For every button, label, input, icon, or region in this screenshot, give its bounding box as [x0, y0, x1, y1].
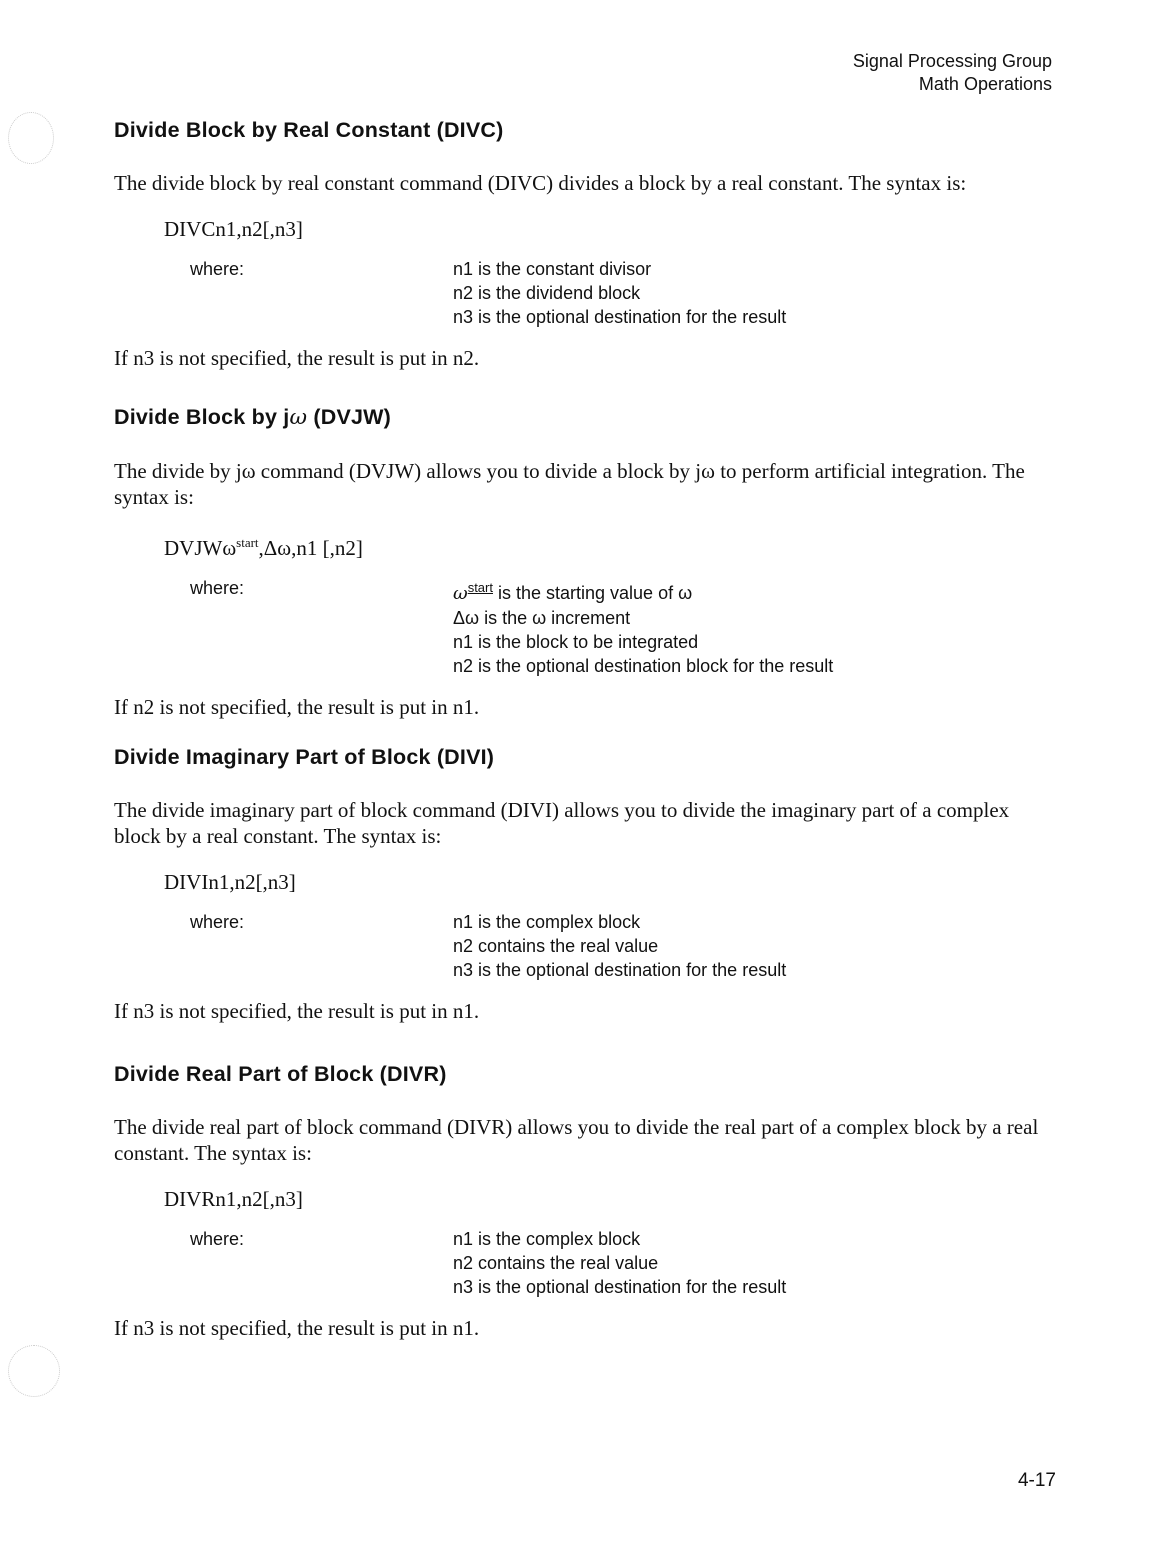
- section-heading: Divide Real Part of Block (DIVR): [114, 1062, 447, 1086]
- parameter-item: [453, 576, 1054, 606]
- parameter-item: n2 is the dividend block: [453, 283, 641, 303]
- syntax-text: ,Δω,n1 [,n2]: [258, 536, 363, 560]
- section-divr: [114, 1060, 1054, 1341]
- section-heading: Divide Imaginary Part of Block (DIVI): [114, 745, 495, 769]
- command-syntax: DIVCn1,n2[,n3]: [164, 217, 303, 241]
- running-header: [853, 50, 1052, 96]
- section-description: The divide block by real constant command (DIVC) divides a block by a real constant. The syntax is:: [114, 171, 967, 195]
- section-note: If n3 is not specified, the result is put in n2.: [114, 346, 480, 370]
- section-divi: [114, 743, 1054, 1024]
- section-note: If n2 is not specified, the result is put in n1.: [114, 695, 480, 719]
- header-group: Signal Processing Group: [852, 51, 1052, 71]
- parameter-item: n3 is the optional destination for the result: [453, 1277, 787, 1297]
- parameter-item: n1 is the complex block: [453, 1229, 641, 1249]
- where-label: where:: [190, 578, 245, 598]
- omega-symbol: ω: [453, 583, 468, 604]
- command-syntax: DIVRn1,n2[,n3]: [164, 1187, 303, 1211]
- section-divc: [114, 116, 1054, 371]
- section-description: The divide real part of block command (DIVR) allows you to divide the real part of a complex block by a real constant. The syntax is:: [114, 1115, 1039, 1165]
- section-description: The divide imaginary part of block command (DIVI) allows you to divide the imaginary part of a complex block by a real constant. The syntax is:: [114, 798, 1010, 848]
- section-heading: Divide Block by Real Constant (DIVC): [114, 118, 504, 142]
- omega-symbol: ω: [289, 405, 308, 430]
- parameter-item: n2 is the optional destination block for the result: [453, 656, 834, 676]
- header-chapter: Math Operations: [918, 74, 1052, 94]
- where-label: where:: [190, 259, 245, 279]
- section-dvjw: [114, 403, 1054, 720]
- parameter-list: [114, 1227, 1054, 1299]
- parameter-item: n2 contains the real value: [453, 936, 659, 956]
- heading-text: (DVJW): [307, 405, 391, 429]
- heading-text: Divide Block by j: [114, 405, 290, 429]
- page-number: 4-17: [1017, 1470, 1056, 1491]
- binder-hole-mark: [8, 112, 54, 164]
- parameter-item: n3 is the optional destination for the result: [453, 960, 787, 980]
- section-note: If n3 is not specified, the result is put in n1.: [114, 999, 480, 1023]
- parameter-item: n1 is the constant divisor: [453, 259, 652, 279]
- section-heading: [114, 403, 1054, 432]
- parameter-list: [114, 257, 1054, 329]
- parameter-list: [114, 910, 1054, 982]
- syntax-superscript: start: [236, 535, 259, 550]
- parameter-item: n1 is the block to be integrated: [453, 632, 699, 652]
- syntax-text: DVJWω: [164, 536, 237, 560]
- parameter-item: Δω is the ω increment: [453, 608, 631, 628]
- section-description: The divide by jω command (DVJW) allows you to divide a block by jω to perform artificial integration. The syntax is:: [114, 459, 1025, 509]
- binder-hole-mark: [8, 1345, 60, 1397]
- command-syntax: DIVIn1,n2[,n3]: [164, 870, 296, 894]
- command-syntax: [164, 530, 1054, 561]
- parameter-item: n3 is the optional destination for the result: [453, 307, 787, 327]
- section-note: If n3 is not specified, the result is put in n1.: [114, 1316, 480, 1340]
- parameter-superscript: start: [467, 580, 493, 595]
- parameter-item: n1 is the complex block: [453, 912, 641, 932]
- parameter-text: is the starting value of ω: [492, 583, 693, 603]
- parameter-item: n2 contains the real value: [453, 1253, 659, 1273]
- parameter-list: [114, 576, 1054, 678]
- where-label: where:: [190, 912, 245, 932]
- where-label: where:: [190, 1229, 245, 1249]
